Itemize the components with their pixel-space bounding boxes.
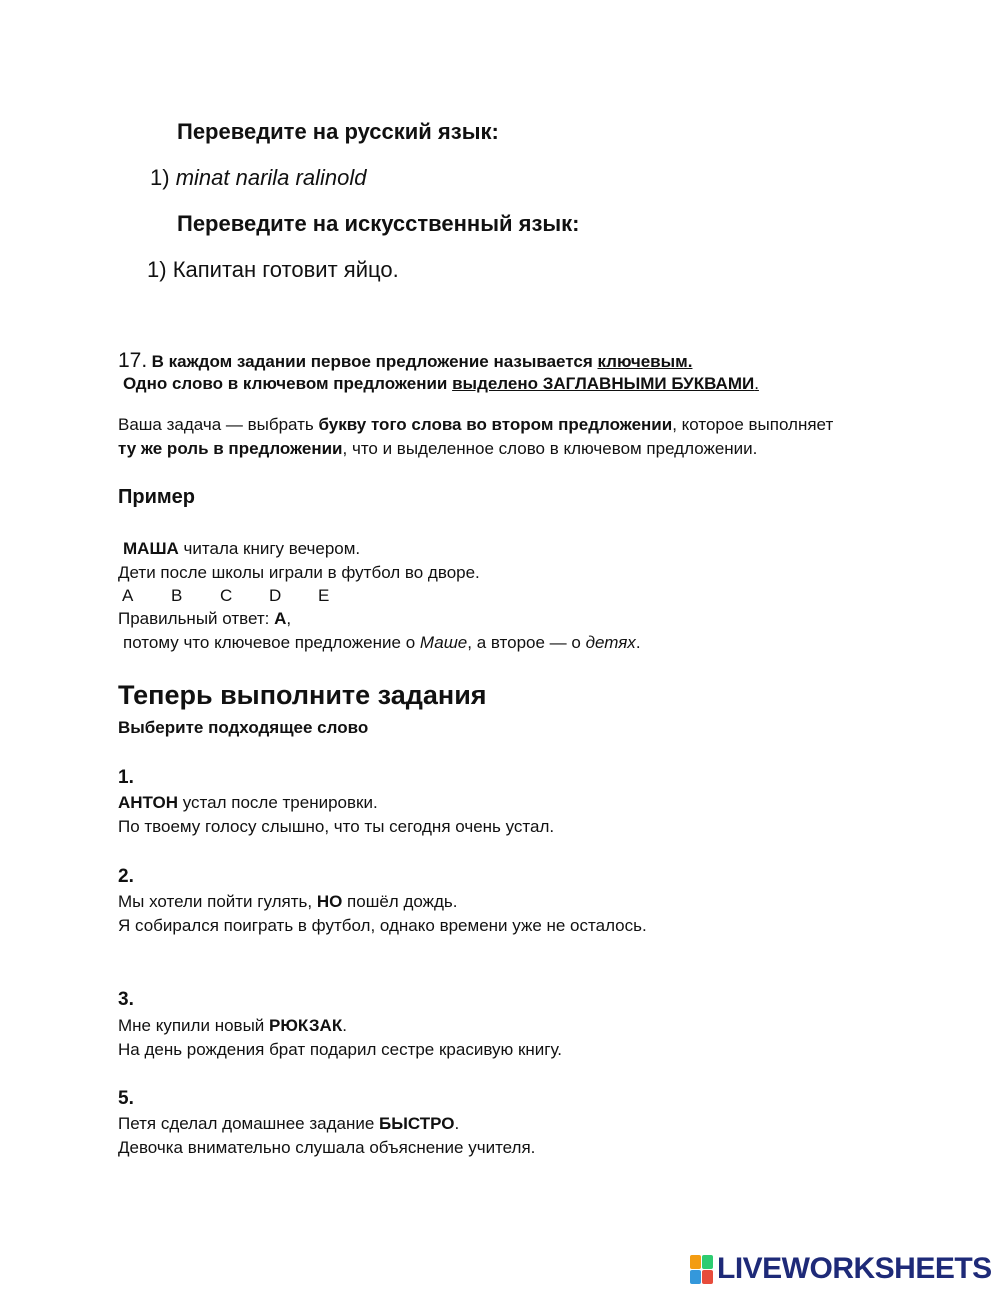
- logo-square-4: [702, 1270, 713, 1284]
- translate-art-item: [147, 257, 399, 283]
- task-number: 1.: [118, 767, 134, 788]
- item-number: 1): [147, 257, 167, 282]
- instruction-text: , что и выделенное слово в ключевом предложении.: [342, 439, 758, 458]
- task-second-sentence: На день рождения брат подарил сестре красивую книгу.: [118, 1040, 563, 1059]
- task-key-post: пошёл дождь.: [342, 892, 458, 911]
- logo-square-2: [702, 1255, 713, 1269]
- letter-d: D: [269, 586, 282, 605]
- task-key-post: .: [342, 1016, 347, 1035]
- task-key-pre: Мне купили новый: [118, 1016, 270, 1035]
- logo-text: LIVEWORKSHEETS: [717, 1252, 992, 1285]
- answer-label: Правильный ответ:: [118, 609, 275, 628]
- instruction-line-2: [118, 439, 757, 459]
- task-key-post: .: [454, 1114, 460, 1133]
- reason-italic: детях: [585, 633, 636, 652]
- section-intro-underlined: ключевым.: [597, 352, 693, 371]
- translate-ru-item: [150, 165, 366, 191]
- instruction-line-1: [118, 415, 833, 435]
- task-number: 5.: [118, 1088, 134, 1109]
- task-key-word: НО: [316, 892, 343, 911]
- translate-art-heading: Переведите на искусственный язык:: [177, 211, 580, 236]
- reason-end: .: [635, 633, 641, 652]
- item-text: Капитан готовит яйцо.: [172, 257, 399, 282]
- item-text: minat narila ralinold: [175, 165, 367, 190]
- section-17-line2: [123, 374, 759, 394]
- letter-e: E: [318, 586, 330, 605]
- answer-end: ,: [286, 609, 292, 628]
- reason-italic: Маше: [419, 633, 468, 652]
- logo-mark-icon: [690, 1255, 713, 1284]
- reason-text: , а второе — о: [467, 633, 586, 652]
- letter-a: A: [122, 586, 134, 605]
- task-key-pre: Мы хотели пойти гулять,: [118, 892, 317, 911]
- section-intro-text: В каждом задании первое предложение называется: [151, 352, 598, 371]
- letter-b: B: [171, 586, 183, 605]
- item-number: 1): [150, 165, 170, 190]
- task-second-sentence: Девочка внимательно слушала объяснение учителя.: [118, 1138, 536, 1157]
- task-key-sentence: [118, 1016, 347, 1036]
- example-second-sentence: Дети после школы играли в футбол во дворе.: [118, 563, 480, 582]
- example-letters: [122, 586, 367, 606]
- task-key-sentence: [118, 1114, 459, 1134]
- logo-square-1: [690, 1255, 701, 1269]
- tasks-subtitle: Выберите подходящее слово: [118, 718, 369, 737]
- example-heading: Пример: [118, 486, 196, 508]
- logo-square-3: [690, 1270, 701, 1284]
- task-key-pre: Петя сделал домашнее задание: [118, 1114, 380, 1133]
- example-reason: [123, 633, 641, 653]
- instruction-bold: ту же роль в предложении: [118, 439, 343, 458]
- section-17-line1: [118, 349, 692, 373]
- task-number: 2.: [118, 866, 134, 887]
- task-second-sentence: Я собирался поиграть в футбол, однако времени уже не осталось.: [118, 916, 647, 935]
- letter-c: C: [220, 586, 233, 605]
- task-key-sentence: [118, 892, 458, 912]
- instruction-bold: букву того слова во втором предложении: [318, 415, 673, 434]
- translate-ru-heading: Переведите на русский язык:: [177, 119, 499, 144]
- example-answer: [118, 609, 291, 629]
- instruction-text: , которое выполняет: [672, 415, 834, 434]
- task-key-post: устал после тренировки.: [178, 793, 378, 812]
- example-key-rest: читала книгу вечером.: [178, 539, 361, 558]
- example-key-word: МАША: [123, 539, 179, 558]
- task-second-sentence: По твоему голосу слышно, что ты сегодня очень устал.: [118, 817, 555, 836]
- task-key-word: РЮКЗАК: [269, 1016, 343, 1035]
- task-number: 3.: [118, 989, 134, 1010]
- answer-value: A: [274, 609, 287, 628]
- instruction-text: Ваша задача — выбрать: [118, 415, 319, 434]
- section-number: 17.: [118, 349, 148, 372]
- section-intro-text: Одно слово в ключевом предложении: [123, 374, 453, 393]
- section-intro-end: .: [754, 374, 759, 393]
- tasks-title: Теперь выполните задания: [118, 680, 487, 710]
- task-key-sentence: [118, 793, 378, 813]
- reason-text: потому что ключевое предложение о: [123, 633, 420, 652]
- example-key-sentence: [123, 539, 360, 559]
- task-key-word: АНТОН: [118, 793, 179, 812]
- section-intro-underlined: выделено ЗАГЛАВНЫМИ БУКВАМИ: [452, 374, 755, 393]
- liveworksheets-logo[interactable]: [690, 1254, 992, 1284]
- task-key-word: БЫСТРО: [379, 1114, 455, 1133]
